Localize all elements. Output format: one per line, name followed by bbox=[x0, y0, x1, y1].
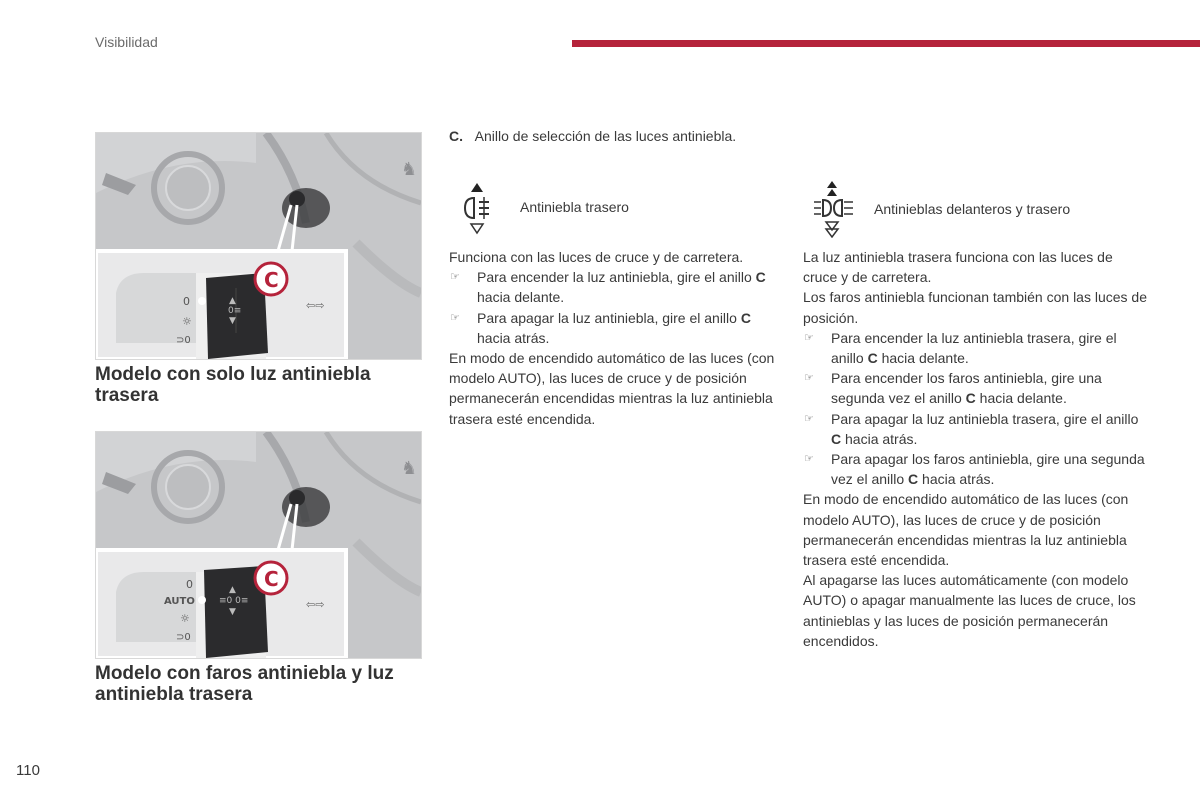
figure-caption-front-rear-fog: Modelo con faros antiniebla y luz antiniebla trasera bbox=[95, 663, 394, 705]
front-and-rear-fog-lights-icon bbox=[812, 180, 856, 243]
item-c-letter: C. bbox=[449, 128, 463, 144]
svg-text:≡0 0≡: ≡0 0≡ bbox=[219, 596, 249, 606]
rear-fog-light-icon bbox=[462, 180, 498, 243]
svg-text:⇦⇨: ⇦⇨ bbox=[306, 598, 325, 611]
item-c-text: Anillo de selección de las luces antiniebla. bbox=[474, 128, 737, 144]
stalk-symbol-beam: ⊃0 bbox=[176, 335, 191, 346]
front-rear-fog-intro-1: La luz antiniebla trasera funciona con las luces de cruce y de carretera. bbox=[803, 249, 1113, 286]
page-number: 110 bbox=[16, 762, 40, 779]
pointer-icon: ☞ bbox=[804, 372, 814, 385]
pointer-icon: ☞ bbox=[804, 412, 814, 425]
svg-text:⇦⇨: ⇦⇨ bbox=[306, 299, 325, 312]
stalk-symbol-off: 0 bbox=[183, 295, 190, 308]
svg-text:▲: ▲ bbox=[229, 585, 236, 595]
callout-c: C bbox=[264, 567, 279, 591]
pointer-icon: ☞ bbox=[804, 453, 814, 466]
figure-rear-fog-stalk bbox=[95, 132, 422, 360]
item-c-description bbox=[449, 128, 736, 144]
stalk-symbol-auto: AUTO bbox=[164, 596, 195, 607]
section-title: Visibilidad bbox=[95, 34, 158, 50]
list-item: ☞ Para encender los faros antiniebla, gire una segunda vez el anillo C hacia delante. bbox=[804, 370, 1102, 407]
list-item: ☞ Para encender la luz antiniebla, gire el anillo C hacia delante. bbox=[450, 269, 766, 306]
figure-caption-rear-fog: Modelo con solo luz antiniebla trasera bbox=[95, 364, 371, 406]
stalk-symbol-position: ☼ bbox=[180, 612, 190, 625]
pointer-icon: ☞ bbox=[804, 331, 814, 344]
front-rear-fog-off-note: Al apagarse las luces automáticamente (con modelo AUTO) o apagar manualmente las luces de cruce, los antinieblas y las luces de posición permanecerán encendidos. bbox=[803, 572, 1136, 649]
stalk-symbol-position: ☼ bbox=[182, 315, 192, 328]
front-rear-fog-instructions bbox=[803, 247, 1148, 651]
rear-fog-auto-note: En modo de encendido automático de las luces (con modelo AUTO), las luces de cruce y de posición permanecerán encendidas mientras la luz antiniebla trasera esté encendida. bbox=[449, 350, 775, 427]
callout-c: C bbox=[264, 268, 279, 292]
svg-text:▼: ▼ bbox=[229, 316, 236, 326]
front-rear-fog-label: Antinieblas delanteros y trasero bbox=[874, 201, 1071, 217]
svg-text:♞: ♞ bbox=[401, 458, 418, 479]
figure-front-rear-fog-stalk bbox=[95, 431, 422, 659]
rear-fog-label: Antiniebla trasero bbox=[520, 199, 629, 215]
svg-text:0≡: 0≡ bbox=[228, 306, 242, 316]
svg-text:♞: ♞ bbox=[401, 159, 418, 180]
list-item: ☞ Para encender la luz antiniebla trasera, gire el anillo C hacia delante. bbox=[804, 329, 1117, 367]
rear-fog-instructions bbox=[449, 247, 784, 429]
stalk-symbol-beam: ⊃0 bbox=[176, 632, 191, 643]
list-item: ☞ Para apagar la luz antiniebla, gire el anillo C hacia atrás. bbox=[450, 309, 751, 346]
list-item: ☞ Para apagar los faros antiniebla, gire una segunda vez el anillo C hacia atrás. bbox=[804, 451, 1145, 488]
front-rear-fog-auto-note: En modo de encendido automático de las luces (con modelo AUTO), las luces de cruce y de posición permanecerán encendidas mientras la luz antiniebla trasera esté encendida. bbox=[803, 491, 1129, 569]
front-rear-fog-intro-2: Los faros antiniebla funcionan también con las luces de posición. bbox=[803, 289, 1147, 326]
pointer-icon: ☞ bbox=[450, 311, 460, 324]
rear-fog-intro: Funciona con las luces de cruce y de carretera. bbox=[449, 249, 744, 265]
stalk-symbol-off: 0 bbox=[186, 578, 193, 591]
svg-text:▲: ▲ bbox=[229, 296, 236, 306]
pointer-icon: ☞ bbox=[450, 271, 460, 284]
svg-text:▼: ▼ bbox=[229, 607, 236, 617]
header-accent-bar bbox=[572, 40, 1200, 47]
list-item: ☞ Para apagar la luz antiniebla trasera, gire el anillo C hacia atrás. bbox=[804, 410, 1139, 447]
